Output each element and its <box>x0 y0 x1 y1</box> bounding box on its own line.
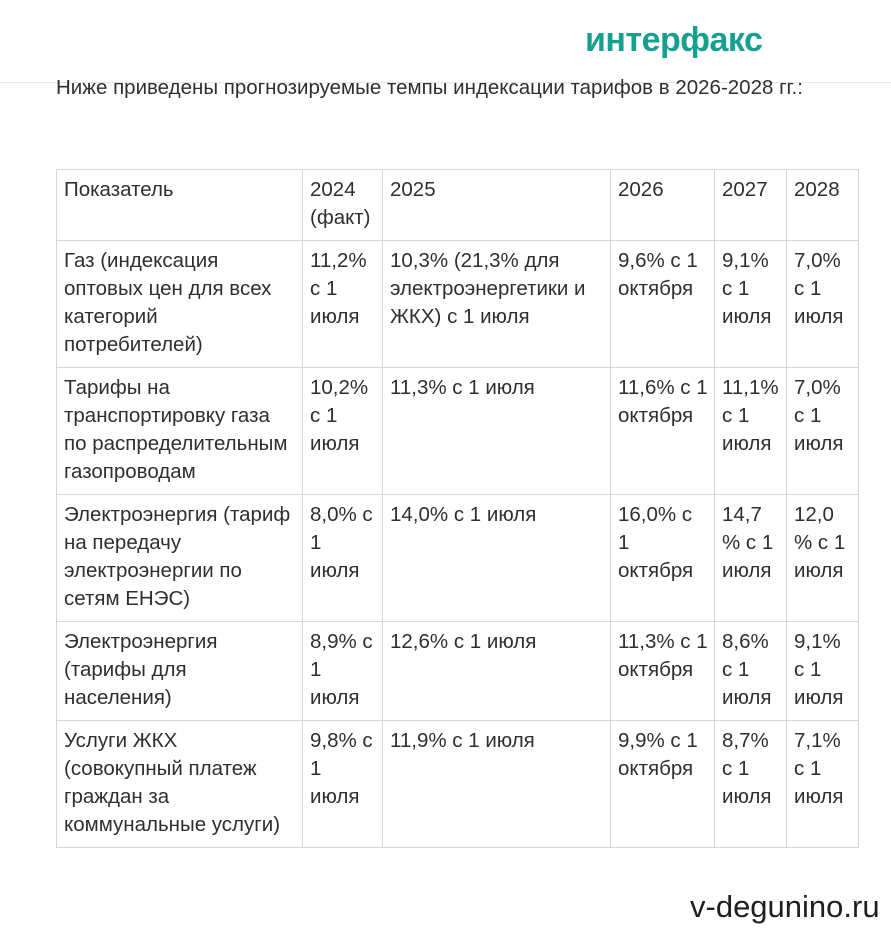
value-cell-2026: 11,6% с 1 октября <box>611 368 715 495</box>
site-watermark: v-degunino.ru <box>690 889 880 924</box>
value-cell-2024: 11,2% с 1 июля <box>303 241 383 368</box>
value-cell-2025: 12,6% с 1 июля <box>383 622 611 721</box>
row-indicator-cell: Тарифы на транспортировку газа по распределительным газопроводам <box>57 368 303 495</box>
value-cell-2027: 14,7% с 1 июля <box>715 495 787 622</box>
table-row <box>57 495 859 622</box>
value-cell-2027: 8,7% с 1 июля <box>715 721 787 848</box>
header-cell-2028: 2028 <box>787 170 859 241</box>
table-row <box>57 622 859 721</box>
value-cell-2028: 9,1% с 1 июля <box>787 622 859 721</box>
value-cell-2026: 11,3% с 1 октября <box>611 622 715 721</box>
value-cell-2025: 11,9% с 1 июля <box>383 721 611 848</box>
value-cell-2024: 8,9% с 1 июля <box>303 622 383 721</box>
site-header <box>0 0 891 83</box>
row-indicator-cell: Газ (индексация оптовых цен для всех категорий потребителей) <box>57 241 303 368</box>
header-cell-2024: 2024 (факт) <box>303 170 383 241</box>
row-indicator-cell: Электроэнергия (тариф на передачу электроэнергии по сетям ЕНЭС) <box>57 495 303 622</box>
row-indicator-cell: Электроэнергия (тарифы для населения) <box>57 622 303 721</box>
table-row <box>57 241 859 368</box>
interfax-logo[interactable]: интерфакс <box>585 21 763 59</box>
value-cell-2024: 10,2% с 1 июля <box>303 368 383 495</box>
value-cell-2028: 7,0% с 1 июля <box>787 241 859 368</box>
row-indicator-cell: Услуги ЖКХ (совокупный платеж граждан за коммунальные услуги) <box>57 721 303 848</box>
header-cell-indicator: Показатель <box>57 170 303 241</box>
value-cell-2024: 9,8% с 1 июля <box>303 721 383 848</box>
value-cell-2026: 16,0% с 1 октября <box>611 495 715 622</box>
value-cell-2028: 7,0% с 1 июля <box>787 368 859 495</box>
table-row <box>57 721 859 848</box>
value-cell-2026: 9,9% с 1 октября <box>611 721 715 848</box>
value-cell-2027: 9,1% с 1 июля <box>715 241 787 368</box>
header-cell-2025: 2025 <box>383 170 611 241</box>
table-row <box>57 368 859 495</box>
value-cell-2028: 12,0% с 1 июля <box>787 495 859 622</box>
value-cell-2025: 10,3% (21,3% для электроэнергетики и ЖКХ) с 1 июля <box>383 241 611 368</box>
header-cell-2027: 2027 <box>715 170 787 241</box>
value-cell-2024: 8,0% с 1 июля <box>303 495 383 622</box>
value-cell-2027: 11,1% с 1 июля <box>715 368 787 495</box>
value-cell-2027: 8,6% с 1 июля <box>715 622 787 721</box>
value-cell-2028: 7,1% с 1 июля <box>787 721 859 848</box>
intro-paragraph: Ниже приведены прогнозируемые темпы индексации тарифов в 2026-2028 гг.: <box>56 76 803 99</box>
value-cell-2025: 11,3% с 1 июля <box>383 368 611 495</box>
value-cell-2026: 9,6% с 1 октября <box>611 241 715 368</box>
table-header-row <box>57 170 859 241</box>
value-cell-2025: 14,0% с 1 июля <box>383 495 611 622</box>
header-cell-2026: 2026 <box>611 170 715 241</box>
tariff-indexation-table <box>56 169 859 848</box>
